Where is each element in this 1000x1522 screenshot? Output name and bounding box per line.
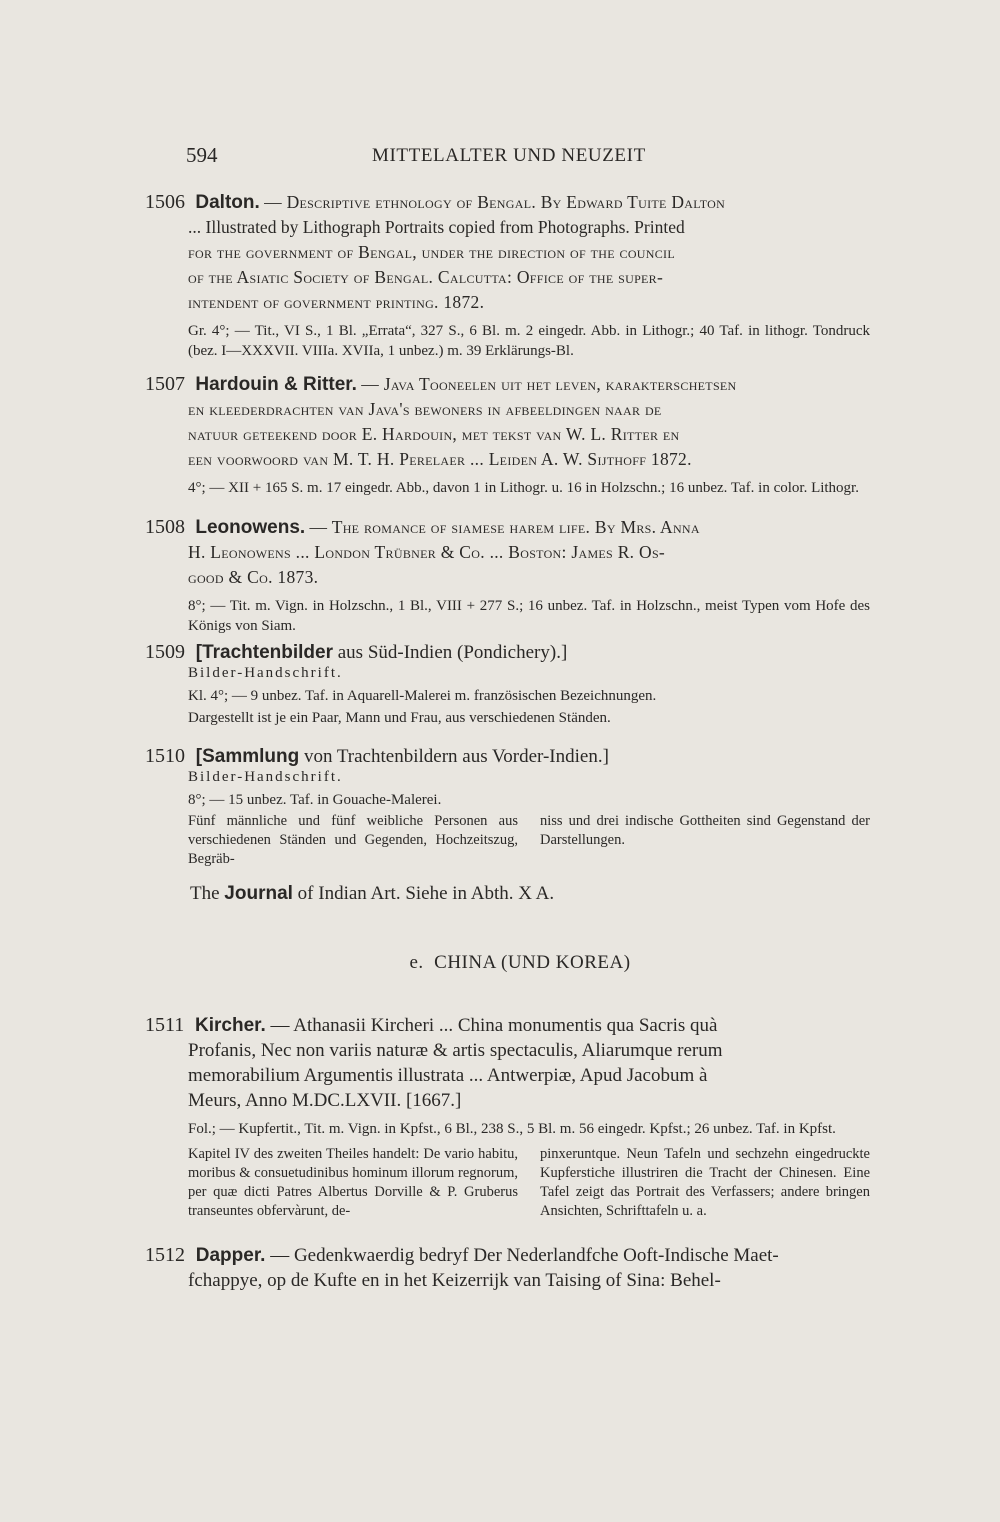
entry-title-line: Meurs, Anno M.DC.LXVII. [1667.] bbox=[188, 1090, 462, 1111]
entry-title: aus Süd-Indien (Pondichery).] bbox=[333, 642, 568, 663]
entry-author: Dapper. bbox=[195, 1245, 266, 1266]
reference-suffix: of Indian Art. Siehe in Abth. X A. bbox=[292, 883, 555, 904]
entry-number: 1510 bbox=[145, 745, 185, 767]
section-title: CHINA (UND KOREA) bbox=[434, 952, 631, 973]
entry-1506 bbox=[145, 190, 870, 361]
entry-title-line: — Athanasii Kircheri ... China monumentis qua Sacris quà bbox=[270, 1015, 718, 1036]
note-column-right: pinxeruntque. Neun Tafeln und sechzehn eingedruckte Kupferstiche illustriren die Tracht der Chinesen. Eine Tafel zeigt das Portrait des Verfassers; andere bringen Ansichten, Schrifttafeln u. a. bbox=[540, 1146, 870, 1219]
entry-title-line: intendent of government printing. 1872. bbox=[188, 292, 485, 312]
entry-1511 bbox=[145, 1013, 870, 1221]
entry-title-line: memorabilium Argumentis illustrata ... Antwerpiæ, Apud Jacobum à bbox=[188, 1065, 708, 1086]
entry-number: 1512 bbox=[145, 1244, 185, 1266]
entry-title-line: — Java Tooneelen uit het leven, karakterschetsen bbox=[361, 374, 737, 394]
section-heading bbox=[0, 952, 1000, 974]
entry-author: [Trachtenbilder bbox=[195, 642, 333, 663]
entry-notes bbox=[145, 812, 870, 869]
entry-title-line: — Gedenkwaerdig bedryf Der Nederlandfche Ooft-Indische Maet- bbox=[270, 1245, 779, 1266]
entry-collation: Kl. 4°; — 9 unbez. Taf. in Aquarell-Malerei m. französischen Bezeichnungen. bbox=[188, 688, 657, 704]
entry-1508 bbox=[145, 515, 870, 636]
section-letter: e. bbox=[409, 952, 424, 973]
note-column-left: Fünf männliche und fünf weibliche Personen aus verschiedenen Ständen und Gegenden, Hochzeitszug, Begräb- bbox=[188, 813, 518, 867]
entry-collation: Fol.; — Kupfertit., Tit. m. Vign. in Kpfst., 6 Bl., 238 S., 5 Bl. m. 56 eingedr. Kpfst.; 26 unbez. Taf. in Kpfst. bbox=[188, 1121, 836, 1137]
entry-title-line: ... Illustrated by Lithograph Portraits copied from Photographs. Printed bbox=[188, 217, 685, 237]
entry-1510 bbox=[145, 744, 870, 869]
entry-title-line: — The romance of siamese harem life. By Mrs. Anna bbox=[309, 517, 700, 537]
cross-reference bbox=[190, 883, 554, 905]
page-header bbox=[186, 143, 876, 173]
entry-author: Leonowens. bbox=[195, 517, 306, 538]
entry-author: [Sammlung bbox=[195, 746, 300, 767]
entry-number: 1507 bbox=[145, 373, 185, 395]
manuscript-label: Bilder-Handschrift. bbox=[188, 769, 343, 785]
entry-1507 bbox=[145, 372, 870, 498]
entry-title-line: een voorwoord van M. T. H. Perelaer ... Leiden A. W. Sijthoff 1872. bbox=[188, 449, 692, 469]
entry-title-line: Profanis, Nec non variis naturæ & artis spectaculis, Aliarumque rerum bbox=[188, 1040, 723, 1061]
note-column-right: niss und drei indische Gottheiten sind Gegenstand der Darstellungen. bbox=[540, 813, 870, 848]
reference-prefix: The bbox=[190, 883, 225, 904]
entry-collation: 4°; — XII + 165 S. m. 17 eingedr. Abb., davon 1 in Lithogr. u. 16 in Holzschn.; 16 unbez. Taf. in color. Lithogr. bbox=[188, 480, 859, 496]
running-title: MITTELALTER UND NEUZEIT bbox=[372, 145, 646, 166]
entry-collation: Gr. 4°; — Tit., VI S., 1 Bl. „Errata“, 327 S., 6 Bl. m. 2 eingedr. Abb. in Lithogr.; 40 Taf. in lithogr. Tondruck (bez. I—XXXVII. VIIIa. XVIIa, 1 unbez.) m. 39 Erklärungs-Bl. bbox=[188, 323, 870, 359]
entry-number: 1506 bbox=[145, 191, 185, 213]
entry-title-line: H. Leonowens ... London Trübner & Co. ... Boston: James R. Os- bbox=[188, 542, 666, 562]
entry-title-line: good & Co. 1873. bbox=[188, 567, 319, 587]
note-column-left: Kapitel IV des zweiten Theiles handelt: De vario habitu, moribus & consuetudinibus hominum illorum regnorum, per quæ dicti Patres Albertus Dorville & P. Gruberus transeuntes obfervàrunt, de- bbox=[188, 1146, 518, 1219]
entry-title-line: natuur geteekend door E. Hardouin, met tekst van W. L. Ritter en bbox=[188, 424, 680, 444]
manuscript-label: Bilder-Handschrift. bbox=[188, 665, 343, 681]
entry-1509 bbox=[145, 640, 870, 728]
entry-note: Dargestellt ist je ein Paar, Mann und Frau, aus verschiedenen Ständen. bbox=[188, 710, 611, 726]
entry-title-line: of the Asiatic Society of Bengal. Calcutta: Office of the super- bbox=[188, 267, 664, 287]
entry-author: Dalton. bbox=[195, 192, 260, 213]
page-number: 594 bbox=[186, 143, 218, 167]
entry-notes bbox=[145, 1145, 870, 1221]
entry-title-line: en kleederdrachten van Java's bewoners in afbeeldingen naar de bbox=[188, 399, 662, 419]
entry-author: Hardouin & Ritter. bbox=[195, 374, 357, 395]
entry-number: 1508 bbox=[145, 516, 185, 538]
entry-1512 bbox=[145, 1243, 870, 1293]
entry-author: Kircher. bbox=[195, 1015, 266, 1036]
entry-title-line: for the government of Bengal, under the direction of the council bbox=[188, 242, 675, 262]
entry-number: 1511 bbox=[145, 1014, 185, 1036]
entry-title-line: — Descriptive ethnology of Bengal. By Edward Tuite Dalton bbox=[264, 192, 726, 212]
reference-journal: Journal bbox=[224, 883, 293, 904]
entry-number: 1509 bbox=[145, 641, 185, 663]
entry-title: von Trachtenbildern aus Vorder-Indien.] bbox=[299, 746, 609, 767]
entry-collation: 8°; — Tit. m. Vign. in Holzschn., 1 Bl., VIII + 277 S.; 16 unbez. Taf. in Holzschn., meist Typen vom Hofe des Königs von Siam. bbox=[188, 598, 870, 634]
entry-title-line: fchappye, op de Kufte en in het Keizerrijk van Taising of Sina: Behel- bbox=[188, 1270, 721, 1291]
entry-collation: 8°; — 15 unbez. Taf. in Gouache-Malerei. bbox=[188, 792, 442, 808]
